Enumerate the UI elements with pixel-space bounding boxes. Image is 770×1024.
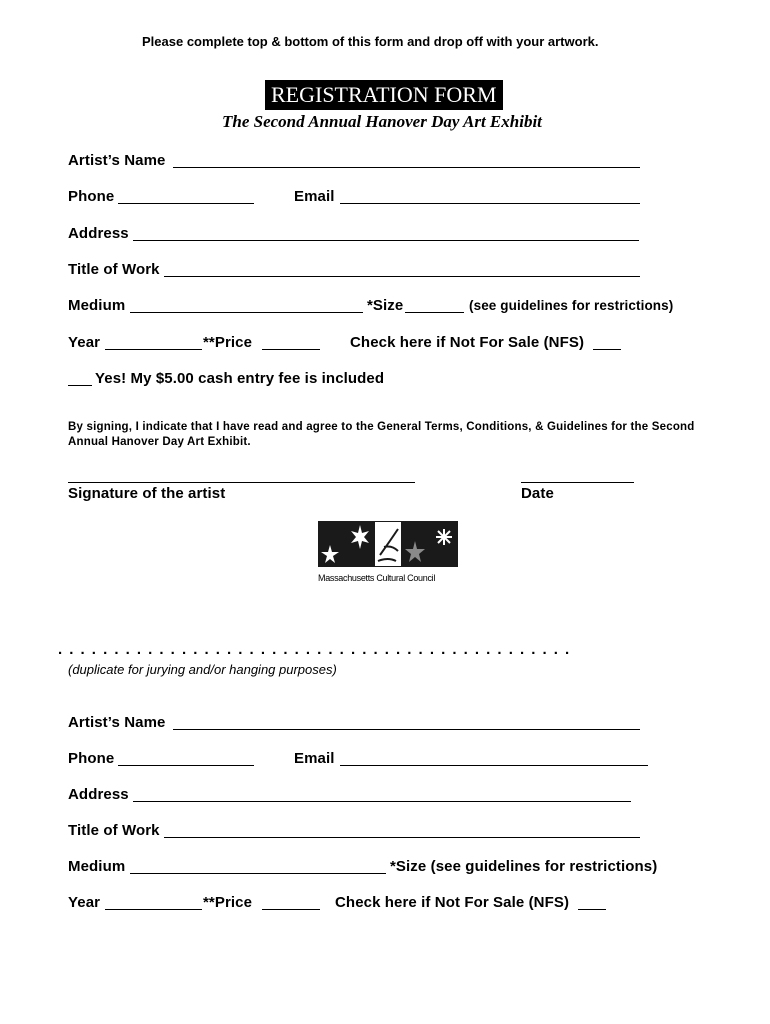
signature-field[interactable]	[68, 482, 415, 483]
address-label: Address	[68, 225, 129, 242]
artist-name-label: Artist’s Name	[68, 152, 166, 169]
dup-artist-name-field[interactable]	[173, 729, 640, 730]
fee-checkbox-field[interactable]	[68, 385, 92, 386]
massachusetts-cultural-council-logo-icon	[318, 521, 458, 567]
email-field[interactable]	[340, 203, 640, 204]
email-label: Email	[294, 188, 335, 205]
fee-label: Yes! My $5.00 cash entry fee is included	[95, 370, 385, 387]
logo	[318, 521, 462, 581]
instruction-text: Please complete top & bottom of this form and drop off with your artwork.	[142, 34, 599, 49]
year-label: Year	[68, 334, 101, 351]
medium-field[interactable]	[130, 312, 363, 313]
dup-phone-label: Phone	[68, 750, 115, 767]
dup-address-label: Address	[68, 786, 129, 803]
dup-medium-field[interactable]	[130, 873, 386, 874]
exhibit-subtitle: The Second Annual Hanover Day Art Exhibit	[222, 112, 542, 131]
artist-name-field[interactable]	[173, 167, 640, 168]
dup-medium-label: Medium	[68, 858, 126, 875]
phone-field[interactable]	[118, 203, 254, 204]
dup-size-label: *Size (see guidelines for restrictions)	[390, 858, 658, 875]
dup-year-field[interactable]	[105, 909, 202, 910]
dup-title-of-work-field[interactable]	[164, 837, 640, 838]
dup-email-label: Email	[294, 750, 335, 767]
logo-text: Massachusetts Cultural Council	[318, 573, 436, 583]
cut-line: ..............................................	[58, 641, 577, 658]
date-label: Date	[521, 485, 554, 502]
price-label: **Price	[203, 334, 253, 351]
dup-email-field[interactable]	[340, 765, 648, 766]
dup-address-field[interactable]	[133, 801, 631, 802]
size-note: (see guidelines for restrictions)	[469, 298, 674, 313]
date-field[interactable]	[521, 482, 634, 483]
dup-title-of-work-label: Title of Work	[68, 822, 160, 839]
phone-label: Phone	[68, 188, 115, 205]
nfs-label: Check here if Not For Sale (NFS)	[350, 334, 585, 351]
dup-price-field[interactable]	[262, 909, 320, 910]
dup-price-label: **Price	[203, 894, 253, 911]
form-title: REGISTRATION FORM	[265, 80, 503, 110]
title-of-work-field[interactable]	[164, 276, 640, 277]
size-field[interactable]	[405, 312, 464, 313]
medium-label: Medium	[68, 297, 126, 314]
nfs-checkbox-field[interactable]	[593, 349, 621, 350]
price-field[interactable]	[262, 349, 320, 350]
dup-year-label: Year	[68, 894, 101, 911]
dup-phone-field[interactable]	[118, 765, 254, 766]
duplicate-note: (duplicate for jurying and/or hanging purposes)	[68, 662, 337, 677]
title-of-work-label: Title of Work	[68, 261, 160, 278]
dup-nfs-checkbox-field[interactable]	[578, 909, 606, 910]
size-label: *Size	[367, 297, 404, 314]
year-field[interactable]	[105, 349, 202, 350]
agreement-text: By signing, I indicate that I have read and agree to the General Terms, Conditions, & Guidelines for the Second Annual Hanover Day Art Exhibit.	[68, 421, 695, 448]
dup-artist-name-label: Artist’s Name	[68, 714, 166, 731]
address-field[interactable]	[133, 240, 639, 241]
signature-label: Signature of the artist	[68, 485, 226, 502]
dup-nfs-label: Check here if Not For Sale (NFS)	[335, 894, 570, 911]
